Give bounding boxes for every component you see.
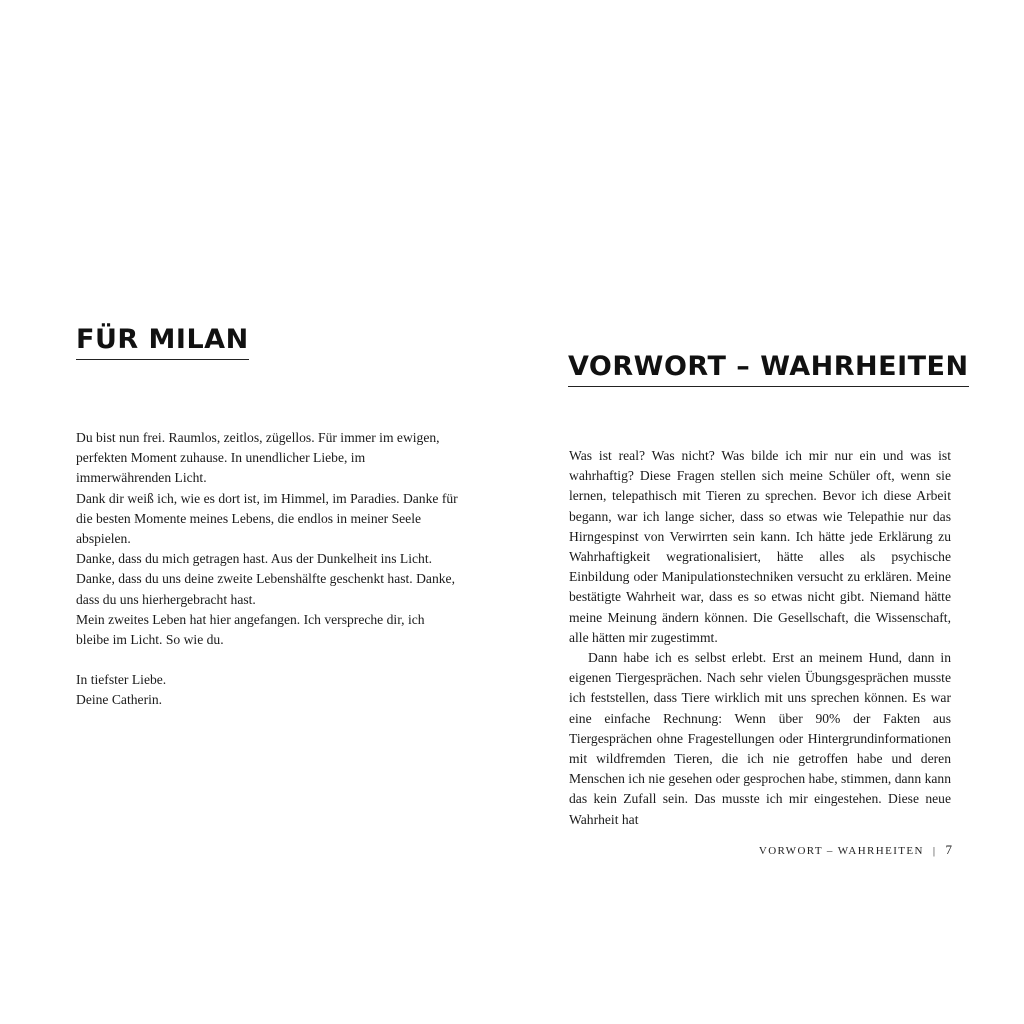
page-footer xyxy=(759,842,952,858)
footer-separator: | xyxy=(932,845,937,857)
body-paragraph: Dann habe ich es selbst erlebt. Erst an meinem Hund, dann in eigenen Tiergesprächen. Nach sehr vielen Übungsgesprächen musste ich feststellen, dass Tiere wirklich mit uns sprechen können. Es war eine einfache Rechnung: Wenn über 90% der Fakten aus Tiergesprächen ohne Fragestellungen oder Hintergrundinformationen mit wildfremden Tieren, die ich nie getroffen habe und deren Menschen ich nie gesehen oder gesprochen habe, stimmen, dann kann das kein Zufall sein. Das musste ich mir eingestehen. Diese neue Wahrheit hat xyxy=(569,650,951,827)
running-title: VORWORT – WAHRHEITEN xyxy=(758,845,924,857)
dedication-paragraph: Du bist nun frei. Raumlos, zeitlos, zügellos. Für immer im ewigen, perfekten Moment zuhause. In unendlicher Liebe, im immerwährenden Licht. xyxy=(76,430,440,486)
dedication-heading: FÜR MILAN xyxy=(76,325,249,360)
body-paragraph: Was ist real? Was nicht? Was bilde ich mir nur ein und was ist wahrhaftig? Diese Fragen stellen sich meine Schüler oft, wenn sie lernen, telepathisch mit Tieren zu sprechen. Bevor ich diese Arbeit begann, war ich lange sicher, dass so etwas wie Telepathie nur das Hirngespinst von Verwirrten sein kann. Ich hätte jede Erklärung zu Wahrhaftigkeit wegrationalisiert, hätte alles als psychische Einbildung oder Manipulationstechniken versucht zu erklären. Meine bestätigte Wahrheit war, dass es so etwas nicht gibt. Niemand hätte meine Meinung ändern können. Die Gesellschaft, die Wissenschaft, alle hätten mir zugestimmt. xyxy=(569,448,951,645)
dedication-text xyxy=(76,428,458,711)
paragraph-gap xyxy=(76,650,458,670)
dedication-paragraph: Danke, dass du mich getragen hast. Aus der Dunkelheit ins Licht. Danke, dass du uns deine zweite Lebenshälfte geschenkt hast. Danke, dass du uns hierhergebracht hast. xyxy=(76,551,455,607)
dedication-paragraph: Dank dir weiß ich, wie es dort ist, im Himmel, im Paradies. Danke für die besten Momente meines Lebens, die endlos in meiner Seele abspielen. xyxy=(76,490,458,547)
chapter-heading: VORWORT – WAHRHEITEN xyxy=(568,352,969,387)
right-page xyxy=(512,0,1024,1024)
dedication-paragraph: Mein zweites Leben hat hier angefangen. Ich verspreche dir, ich bleibe im Licht. So wie du. xyxy=(76,611,425,648)
chapter-body xyxy=(569,446,951,830)
page-number: 7 xyxy=(945,842,952,857)
closing-line: In tiefster Liebe. xyxy=(76,672,167,688)
signature-line: Deine Catherin. xyxy=(76,692,163,708)
